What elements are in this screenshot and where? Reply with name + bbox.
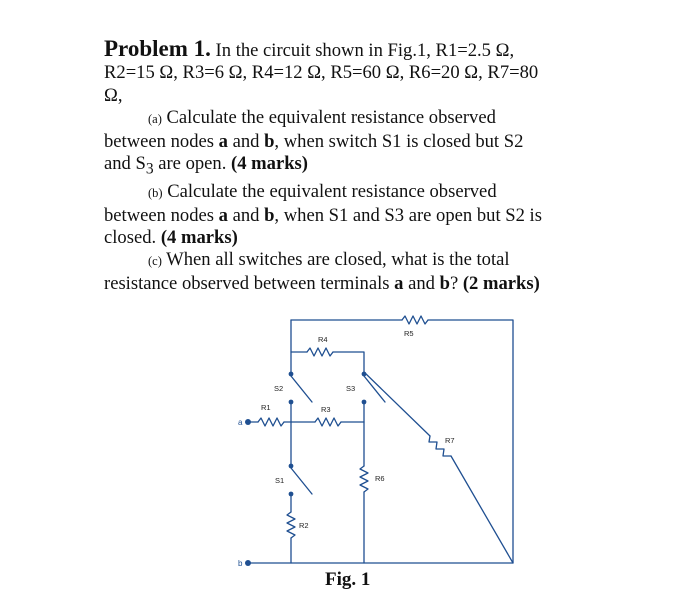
label-r7: R7 — [445, 436, 455, 445]
resistor-r6 — [360, 466, 368, 492]
part-c-marks: (2 marks) — [462, 272, 540, 294]
intro-line-3: Ω, — [104, 84, 123, 106]
part-c-and: and — [403, 272, 440, 294]
intro-line-1: In the circuit shown in Fig.1, R1=2.5 Ω, — [210, 40, 515, 61]
label-node-a: a — [238, 418, 243, 427]
part-c-tag: (c) — [148, 254, 162, 269]
s3-contact-top — [362, 372, 367, 377]
part-a-line-3-post: are open. — [153, 153, 232, 175]
part-b-line-2-post: , when S1 and S3 are open but S2 is — [274, 204, 542, 226]
s1-contact-bottom — [289, 492, 294, 497]
figure-caption: Fig. 1 — [325, 569, 371, 590]
node-a-dot — [245, 419, 251, 425]
label-s2: S2 — [274, 384, 284, 393]
part-b-node-a: a — [218, 204, 228, 226]
part-b-line-2-pre: between nodes — [104, 204, 219, 226]
switch-s2 — [291, 376, 312, 402]
part-c-line-2-pre: resistance observed between terminals — [104, 272, 395, 294]
part-b-tag: (b) — [148, 186, 163, 201]
resistor-r5 — [402, 316, 428, 324]
label-r2: R2 — [299, 521, 309, 530]
intro-line-2: R2=15 Ω, R3=6 Ω, R4=12 Ω, R5=60 Ω, R6=20 Ω, R7=80 — [104, 62, 539, 84]
part-a-line-1: Calculate the equivalent resistance observed — [161, 107, 496, 129]
part-a-line-2-post: , when switch S1 is closed but S2 — [274, 130, 524, 152]
label-s1: S1 — [275, 476, 285, 485]
label-r6: R6 — [375, 474, 385, 483]
wire-r4-right — [333, 352, 364, 372]
part-a-line-2-pre: between nodes — [104, 130, 219, 152]
part-a-node-a: a — [218, 130, 228, 152]
s1-contact-top — [289, 464, 294, 469]
part-a-tag: (a) — [148, 112, 162, 127]
label-s3: S3 — [346, 384, 356, 393]
resistor-r2 — [287, 512, 295, 538]
problem-title: Problem 1. — [104, 36, 211, 61]
s2-contact-top — [289, 372, 294, 377]
part-a-line-3-sub: 3 — [145, 160, 154, 178]
label-r3: R3 — [321, 405, 331, 414]
wire-diagonal-top — [364, 372, 430, 436]
part-c-node-a: a — [394, 272, 404, 294]
part-b-and: and — [227, 204, 265, 226]
resistor-r1 — [258, 418, 284, 426]
label-node-b: b — [238, 559, 243, 568]
resistor-r3 — [315, 418, 341, 426]
wire-left-top — [291, 320, 307, 352]
part-c-node-b: b — [439, 272, 450, 294]
label-r5: R5 — [404, 329, 414, 338]
s3-contact-bottom — [362, 400, 367, 405]
part-b-node-b: b — [264, 204, 275, 226]
wire-top-right — [248, 320, 513, 563]
part-a-marks: (4 marks) — [231, 153, 308, 175]
part-c-line-1: When all switches are closed, what is the total — [161, 249, 510, 271]
wire-diagonal-bottom — [451, 456, 513, 563]
label-r4: R4 — [318, 335, 328, 344]
node-b-dot — [245, 560, 251, 566]
label-r1: R1 — [261, 403, 271, 412]
resistor-r4 — [307, 348, 333, 356]
part-c-line-2-post: ? — [449, 272, 463, 294]
s2-contact-bottom — [289, 400, 294, 405]
part-a-line-3-pre: and S — [104, 153, 146, 175]
part-b-line-3-pre: closed. — [104, 226, 161, 248]
part-a-and: and — [227, 130, 265, 152]
part-a-node-b: b — [264, 130, 275, 152]
switch-s1 — [291, 468, 312, 494]
part-b-marks: (4 marks) — [160, 226, 238, 248]
part-b-line-1: Calculate the equivalent resistance observed — [162, 181, 497, 203]
